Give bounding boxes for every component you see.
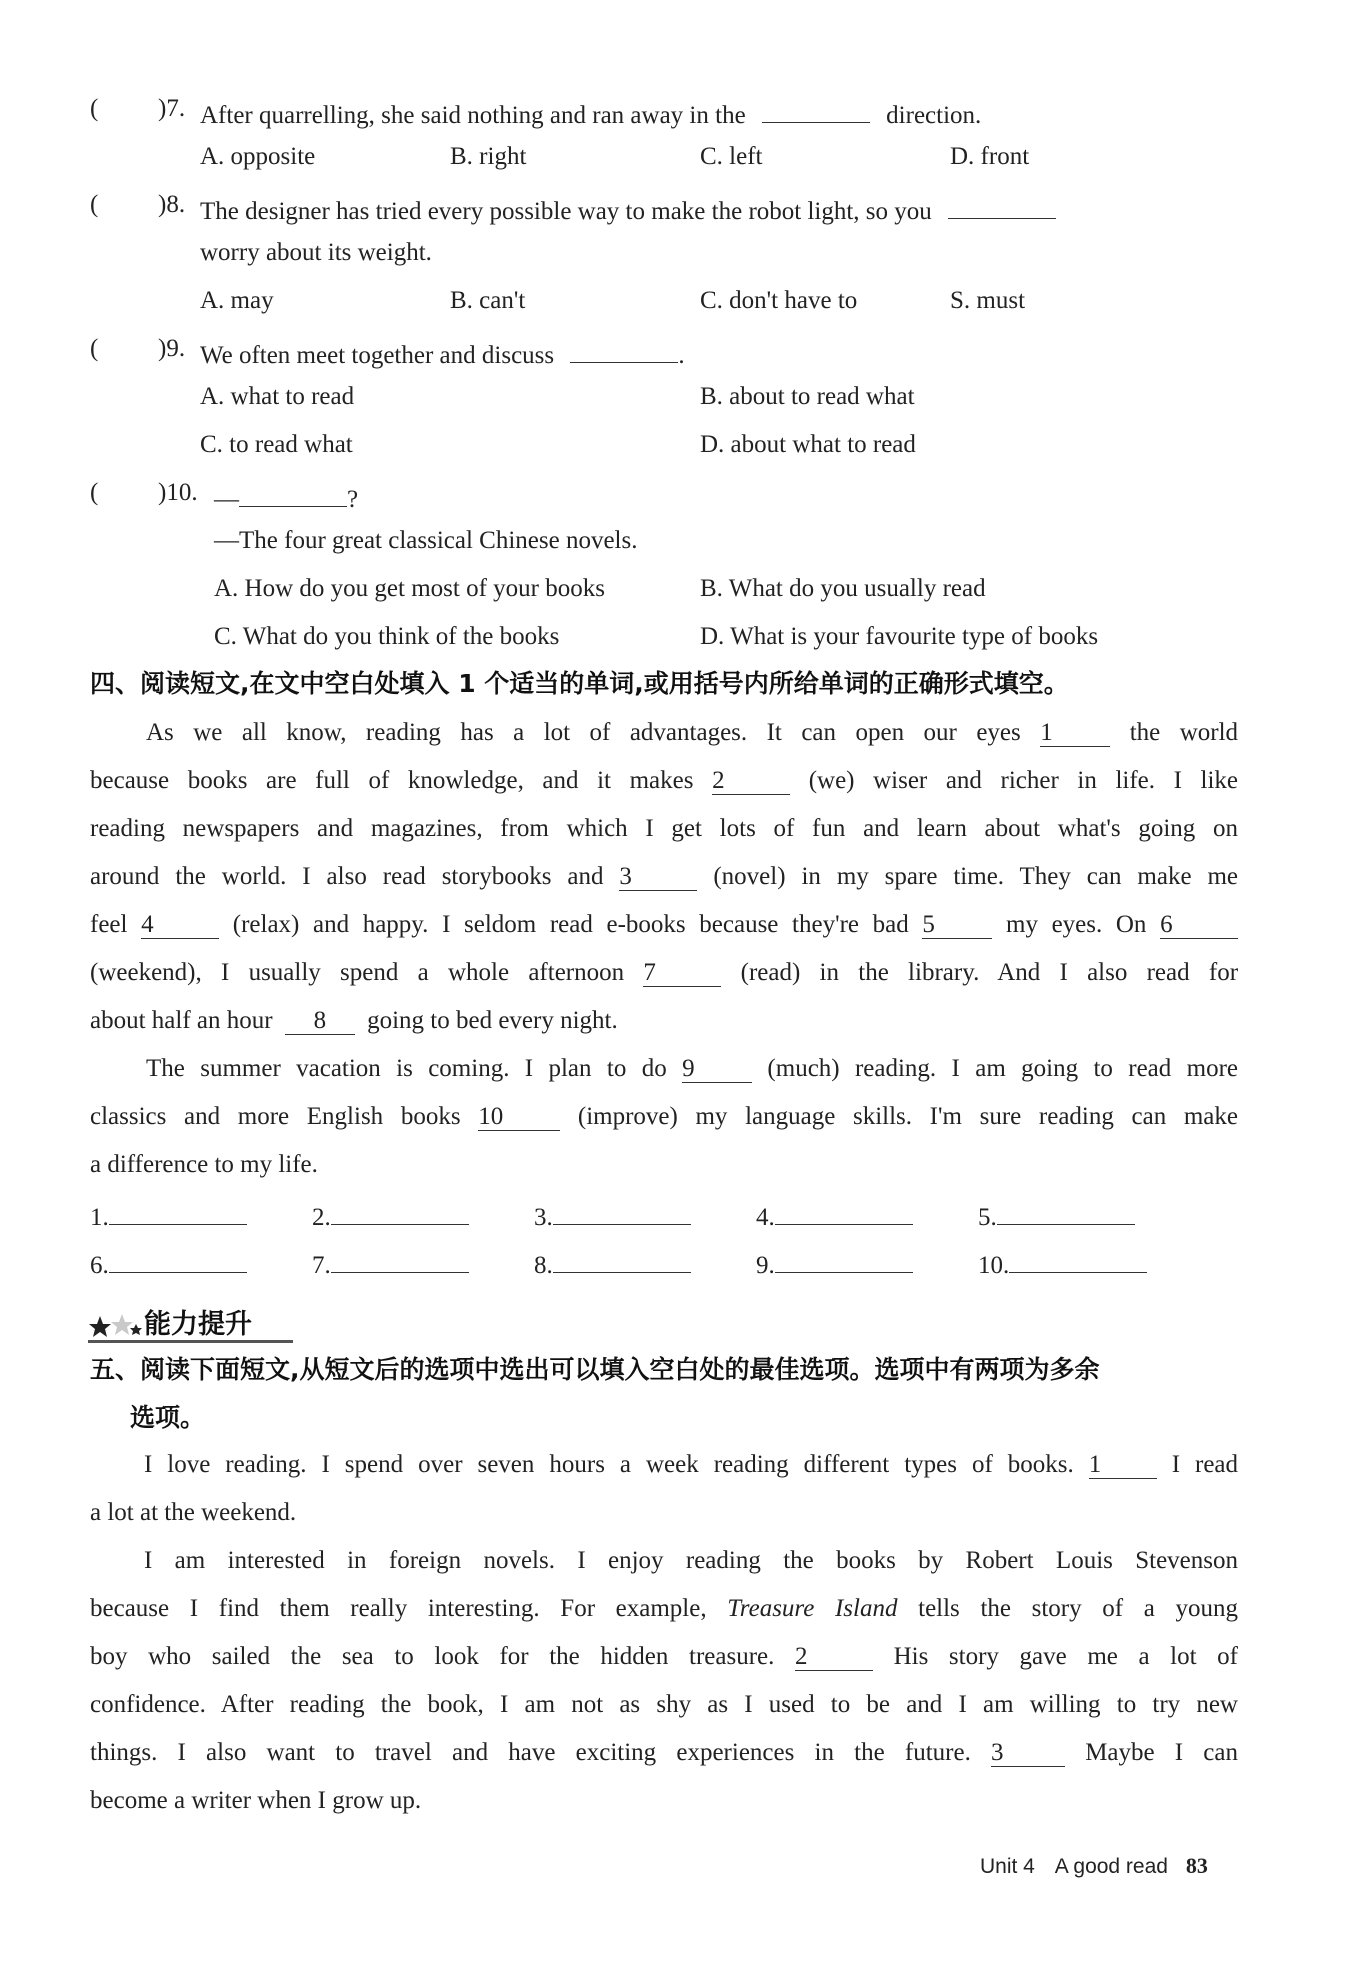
option-d: D. What is your favourite type of books [700, 623, 1099, 650]
passage-line: confidence. After reading the book, I am not as shy as I used to be and I am willing to try new [90, 1691, 1238, 1718]
option-d: D. about what to read [700, 431, 916, 458]
question-number: )7. [158, 95, 186, 122]
answer-label: 1. [90, 1204, 109, 1231]
passage-line: because books are full of knowledge, and it makes 2 (we) wiser and richer in life. I like [90, 767, 1239, 794]
question-stem-end: worry about its weight. [200, 239, 432, 266]
page-footer [980, 1853, 1208, 1879]
option-a: A. may [200, 287, 274, 314]
blank-3[interactable]: 3 [991, 1738, 1065, 1767]
answer-paren: ( [90, 191, 99, 218]
passage-line: The summer vacation is coming. I plan to do 9 (much) reading. I am going to read more [146, 1055, 1238, 1082]
question-stem-end: ? [347, 486, 359, 513]
blank-1[interactable]: 1 [1040, 718, 1110, 747]
blank-2[interactable]: 2 [795, 1642, 873, 1671]
blank-6[interactable]: 6 [1160, 910, 1238, 939]
answer-label: 7. [312, 1252, 331, 1279]
answer-line-8[interactable] [553, 1246, 691, 1273]
passage-line: about half an hour 8 going to bed every night. [90, 1007, 618, 1034]
question-stem: After quarrelling, she said nothing and ran away in the [200, 102, 746, 129]
blank-2[interactable]: 2 [712, 766, 790, 795]
answer-label: 8. [534, 1252, 553, 1279]
question-number: )10. [158, 479, 198, 506]
stars-icon [88, 1312, 144, 1342]
answer-paren: ( [90, 479, 99, 506]
badge-title: 能力提升 [144, 1309, 252, 1340]
passage-line: reading newspapers and magazines, from which I get lots of fun and learn about what's going on [90, 815, 1238, 842]
passage-line: I love reading. I spend over seven hours a week reading different types of books. 1 I read [144, 1451, 1239, 1478]
answer-label: 6. [90, 1252, 109, 1279]
blank-4[interactable]: 4 [141, 910, 219, 939]
answer-label: 2. [312, 1204, 331, 1231]
passage-line: boy who sailed the sea to look for the hidden treasure. 2 His story gave me a lot of [90, 1643, 1239, 1670]
answer-label: 4. [756, 1204, 775, 1231]
answer-line-9[interactable] [775, 1246, 913, 1273]
answer-line-7[interactable] [331, 1246, 469, 1273]
book-title: Treasure Island [727, 1595, 898, 1622]
answer-line-4[interactable] [775, 1198, 913, 1225]
option-d: S. must [950, 287, 1026, 314]
blank-9[interactable]: 9 [682, 1054, 752, 1083]
answer-line-6[interactable] [109, 1246, 247, 1273]
option-b: B. What do you usually read [700, 575, 986, 602]
answer-blank[interactable] [948, 190, 1056, 219]
section-5-heading: 五、阅读下面短文,从短文后的选项中选出可以填入空白处的最佳选项。选项中有两项为多余 [90, 1355, 1100, 1384]
passage-line: I am interested in foreign novels. I enjoy reading the books by Robert Louis Stevenson [144, 1547, 1238, 1574]
blank-5[interactable]: 5 [922, 910, 992, 939]
answer-label: 3. [534, 1204, 553, 1231]
option-c: C. don't have to [700, 287, 858, 314]
question-stem-end: direction. [886, 102, 982, 129]
option-c: C. left [700, 143, 763, 170]
option-a: A. opposite [200, 143, 316, 170]
section-badge [88, 1302, 298, 1342]
answer-blank[interactable] [239, 478, 347, 507]
unit-title: A good read [1054, 1855, 1168, 1878]
passage-line: become a writer when I grow up. [90, 1787, 422, 1814]
passage-line: classics and more English books 10 (improve) my language skills. I'm sure reading can make [90, 1103, 1238, 1130]
option-b: B. about to read what [700, 383, 915, 410]
section-5-heading-cont: 选项。 [130, 1403, 206, 1432]
question-stem: The designer has tried every possible way to make the robot light, so you [200, 198, 932, 225]
option-a: A. How do you get most of your books [214, 575, 605, 602]
answer-line-1[interactable] [109, 1198, 247, 1225]
blank-1[interactable]: 1 [1089, 1450, 1157, 1479]
answer-line-2[interactable] [331, 1198, 469, 1225]
blank-7[interactable]: 7 [643, 958, 721, 987]
answer-label: 10. [978, 1252, 1010, 1279]
blank-8[interactable]: 8 [285, 1006, 355, 1035]
dialogue-reply: —The four great classical Chinese novels. [214, 527, 638, 554]
option-a: A. what to read [200, 383, 355, 410]
answer-label: 5. [978, 1204, 997, 1231]
passage-line: because I find them really interesting. For example, Treasure Island tells the story of a young [90, 1595, 1239, 1622]
question-stem-end: . [678, 342, 685, 369]
blank-10[interactable]: 10 [478, 1102, 560, 1131]
page-number: 83 [1185, 1853, 1208, 1878]
option-b: B. can't [450, 287, 526, 314]
answer-line-10[interactable] [1009, 1246, 1147, 1273]
blank-3[interactable]: 3 [619, 862, 697, 891]
answer-blank[interactable] [762, 94, 870, 123]
unit-label: Unit 4 [980, 1855, 1035, 1878]
passage-line: (weekend), I usually spend a whole afternoon 7 (read) in the library. And I also read for [90, 959, 1239, 986]
badge-underline [88, 1340, 293, 1343]
passage-line: a lot at the weekend. [90, 1499, 297, 1526]
passage-line: feel 4 (relax) and happy. I seldom read e-books because they're bad 5 my eyes. On 6 [90, 910, 1238, 940]
answer-paren: ( [90, 335, 99, 362]
question-stem: We often meet together and discuss [200, 342, 555, 369]
passage-line: a difference to my life. [90, 1151, 318, 1178]
passage-line: things. I also want to travel and have exciting experiences in the future. 3 Maybe I can [90, 1739, 1239, 1766]
answer-line-5[interactable] [997, 1198, 1135, 1225]
answer-paren: ( [90, 95, 99, 122]
section-4-heading: 四、阅读短文,在文中空白处填入 1 个适当的单词,或用括号内所给单词的正确形式填空。 [90, 669, 1069, 698]
option-b: B. right [450, 143, 527, 170]
option-c: C. to read what [200, 431, 353, 458]
answer-blank[interactable] [570, 334, 678, 363]
answer-line-3[interactable] [553, 1198, 691, 1225]
passage-line: As we all know, reading has a lot of advantages. It can open our eyes 1 the world [146, 719, 1239, 746]
option-c: C. What do you think of the books [214, 623, 560, 650]
question-stem: — [214, 486, 239, 513]
question-number: )9. [158, 335, 186, 362]
answer-label: 9. [756, 1252, 775, 1279]
option-d: D. front [950, 143, 1030, 170]
question-number: )8. [158, 191, 186, 218]
passage-line: around the world. I also read storybooks and 3 (novel) in my spare time. They can make me [90, 863, 1239, 890]
